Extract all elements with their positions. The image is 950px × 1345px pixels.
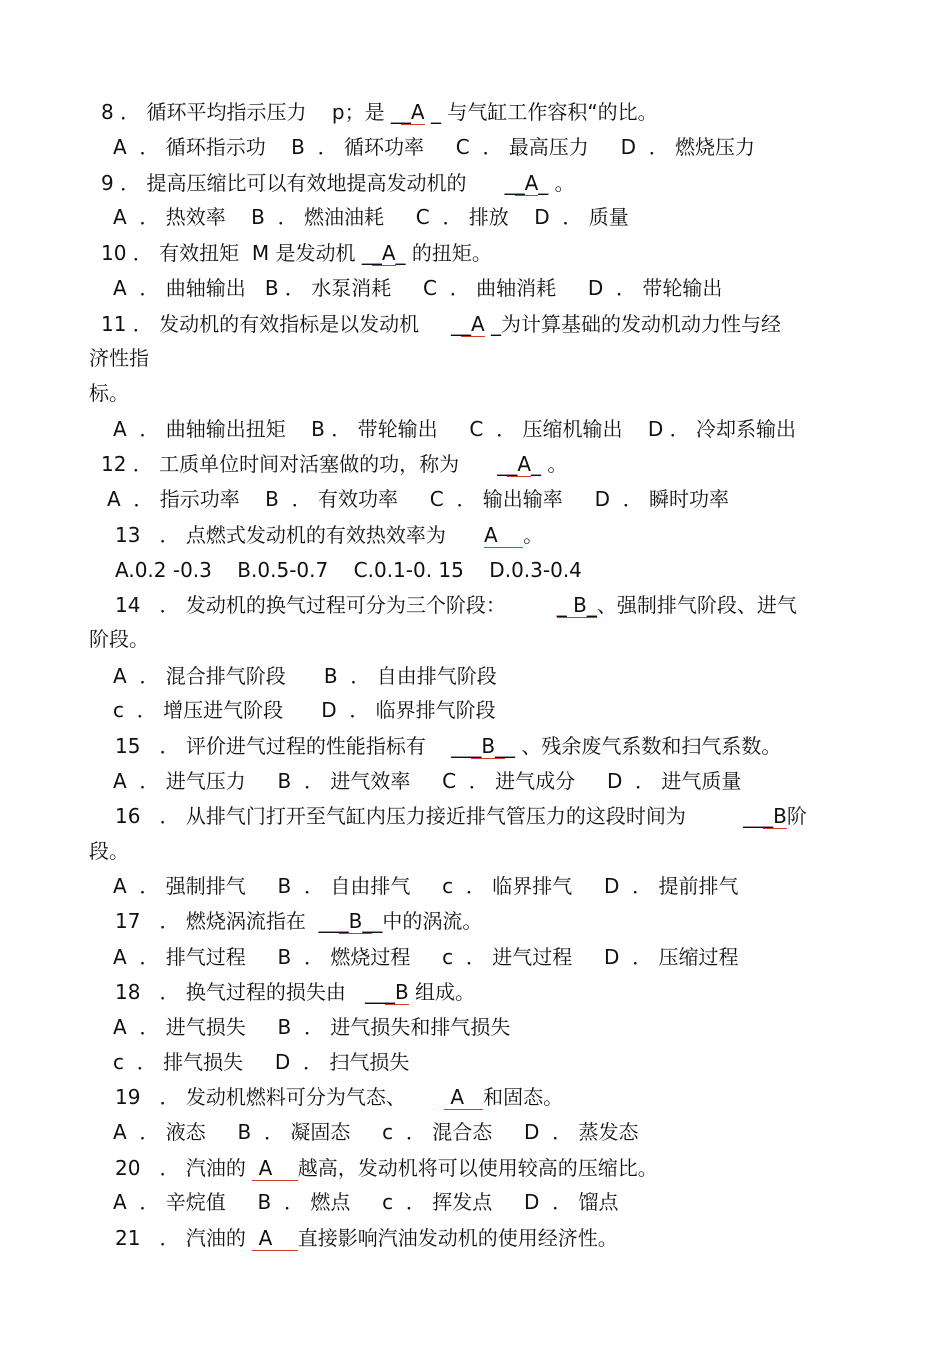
question-15: [115, 733, 950, 759]
question-13: [115, 522, 950, 548]
question-text: 18 ． 换气过程的损失由 __: [115, 980, 385, 1004]
answer-blank: _ B_: [556, 593, 597, 617]
question-19: [115, 1084, 950, 1110]
answer-blank: _B: [384, 980, 409, 1004]
options-line: A ． 混合排气阶段 B ． 自由排气阶段: [113, 664, 497, 688]
answer-blank: _B: [763, 804, 787, 828]
options-line: A ． 辛烷值 B ． 燃点 c ． 挥发点 D ． 馏点: [113, 1190, 619, 1214]
answer-blank: _B_: [338, 909, 373, 933]
question-text: 11 ． 发动机的有效指标是以发动机 _: [101, 312, 461, 336]
question-text: 阶: [786, 804, 807, 828]
question-20: [115, 1155, 950, 1181]
question-text: 21 ． 汽油的: [115, 1226, 253, 1250]
question-21: [115, 1225, 950, 1251]
answer-blank: A: [252, 1226, 298, 1250]
question-text: _为计算基础的发动机动力性与经: [484, 312, 781, 336]
question-9: [101, 170, 950, 196]
question-text: 17 ． 燃烧涡流指在 __: [115, 909, 339, 933]
options-line: A ． 排气过程 B ． 燃烧过程 c ． 进气过程 D ． 压缩过程: [113, 945, 739, 969]
options-line: A ． 曲轴输出 B ． 水泵消耗 C ． 曲轴消耗 D ． 带轮输出: [113, 276, 723, 300]
question-continuation: 济性指: [89, 346, 149, 370]
question-text: 越高，发动机将可以使用较高的压缩比。: [297, 1156, 658, 1180]
question-18: [115, 979, 950, 1005]
answer-blank: _A: [460, 312, 485, 336]
options-line: A ． 液态 B ． 凝固态 c ． 混合态 D ． 蒸发态: [113, 1120, 639, 1144]
question-text: _ 。: [531, 452, 568, 476]
options-line: A ． 进气压力 B ． 进气效率 C ． 进气成分 D ． 进气质量: [113, 769, 742, 793]
question-17: [115, 908, 950, 934]
options-line: A ． 强制排气 B ． 自由排气 c ． 临界排气 D ． 提前排气: [113, 874, 739, 898]
answer-blank: A: [444, 1085, 484, 1109]
options-line: c ． 增压进气阶段 D ． 临界排气阶段: [113, 698, 496, 722]
question-text: 13 ． 点燃式发动机的有效热效率为: [115, 523, 485, 547]
question-text: 直接影响汽油发动机的使用经济性。: [297, 1226, 618, 1250]
answer-blank: _A: [371, 241, 396, 265]
question-text: 、强制排气阶段、进气: [596, 593, 797, 617]
options-line: A ． 曲轴输出扭矩 B ． 带轮输出 C ． 压缩机输出 D ． 冷却系输出: [113, 417, 796, 441]
question-text: _ 。: [538, 171, 575, 195]
question-text: 16 ． 从排气门打开至气缸内压力接近排气管压力的这段时间为 __: [115, 804, 764, 828]
options-line: A ． 指示功率 B ． 有效功率 C ． 输出输率 D ． 瞬时功率: [107, 487, 730, 511]
question-continuation: 标。: [89, 381, 129, 405]
question-text: _ 、残余废气系数和扫气系数。: [505, 734, 782, 758]
answer-blank: _A: [514, 171, 539, 195]
question-text: 20 ． 汽油的: [115, 1156, 253, 1180]
question-text: 9 ． 提高压缩比可以有效地提高发动机的 _: [101, 171, 515, 195]
question-text: _ 与气缸工作容积“的比。: [424, 100, 658, 124]
question-12: [101, 451, 950, 477]
question-text: _ 的扭矩。: [395, 241, 492, 265]
question-continuation: 段。: [89, 839, 129, 863]
options-line: A ． 热效率 B ． 燃油油耗 C ． 排放 D ． 质量: [113, 205, 629, 229]
question-text: 8 ． 循环平均指示压力 p；是 _: [101, 100, 401, 124]
question-continuation: 阶段。: [89, 627, 149, 651]
question-14: [115, 592, 950, 618]
answer-blank: _A: [400, 100, 425, 124]
question-text: 10 ． 有效扭矩 M 是发动机 _: [101, 241, 372, 265]
question-text: 19 ． 发动机燃料可分为气态、: [115, 1085, 445, 1109]
question-text: _中的涡流。: [372, 909, 483, 933]
question-11: [101, 311, 950, 337]
question-text: 。: [523, 523, 544, 547]
question-text: 和固态。: [483, 1085, 564, 1109]
question-8: [101, 99, 950, 125]
answer-blank: A: [484, 523, 524, 547]
options-line: A ． 循环指示功 B ． 循环功率 C ． 最高压力 D ． 燃烧压力: [113, 135, 756, 159]
options-line: A ． 进气损失 B ． 进气损失和排气损失: [113, 1015, 511, 1039]
question-text: 组成。: [408, 980, 476, 1004]
answer-blank: A: [252, 1156, 298, 1180]
answer-blank: _A: [507, 452, 531, 476]
question-text: 12 ． 工质单位时间对活塞做的功，称为 _: [101, 452, 508, 476]
answer-blank: _B_: [471, 734, 506, 758]
options-line: A.0.2 -0.3 B.0.5-0.7 C.0.1-0. 15 D.0.3-0.4: [115, 558, 582, 582]
question-text: 14 ． 发动机的换气过程可分为三个阶段：: [115, 593, 557, 617]
question-text: 15 ． 评价进气过程的性能指标有 __: [115, 734, 472, 758]
question-16: [115, 803, 950, 829]
options-line: c ． 排气损失 D ． 扫气损失: [113, 1050, 410, 1074]
question-10: [101, 240, 950, 266]
